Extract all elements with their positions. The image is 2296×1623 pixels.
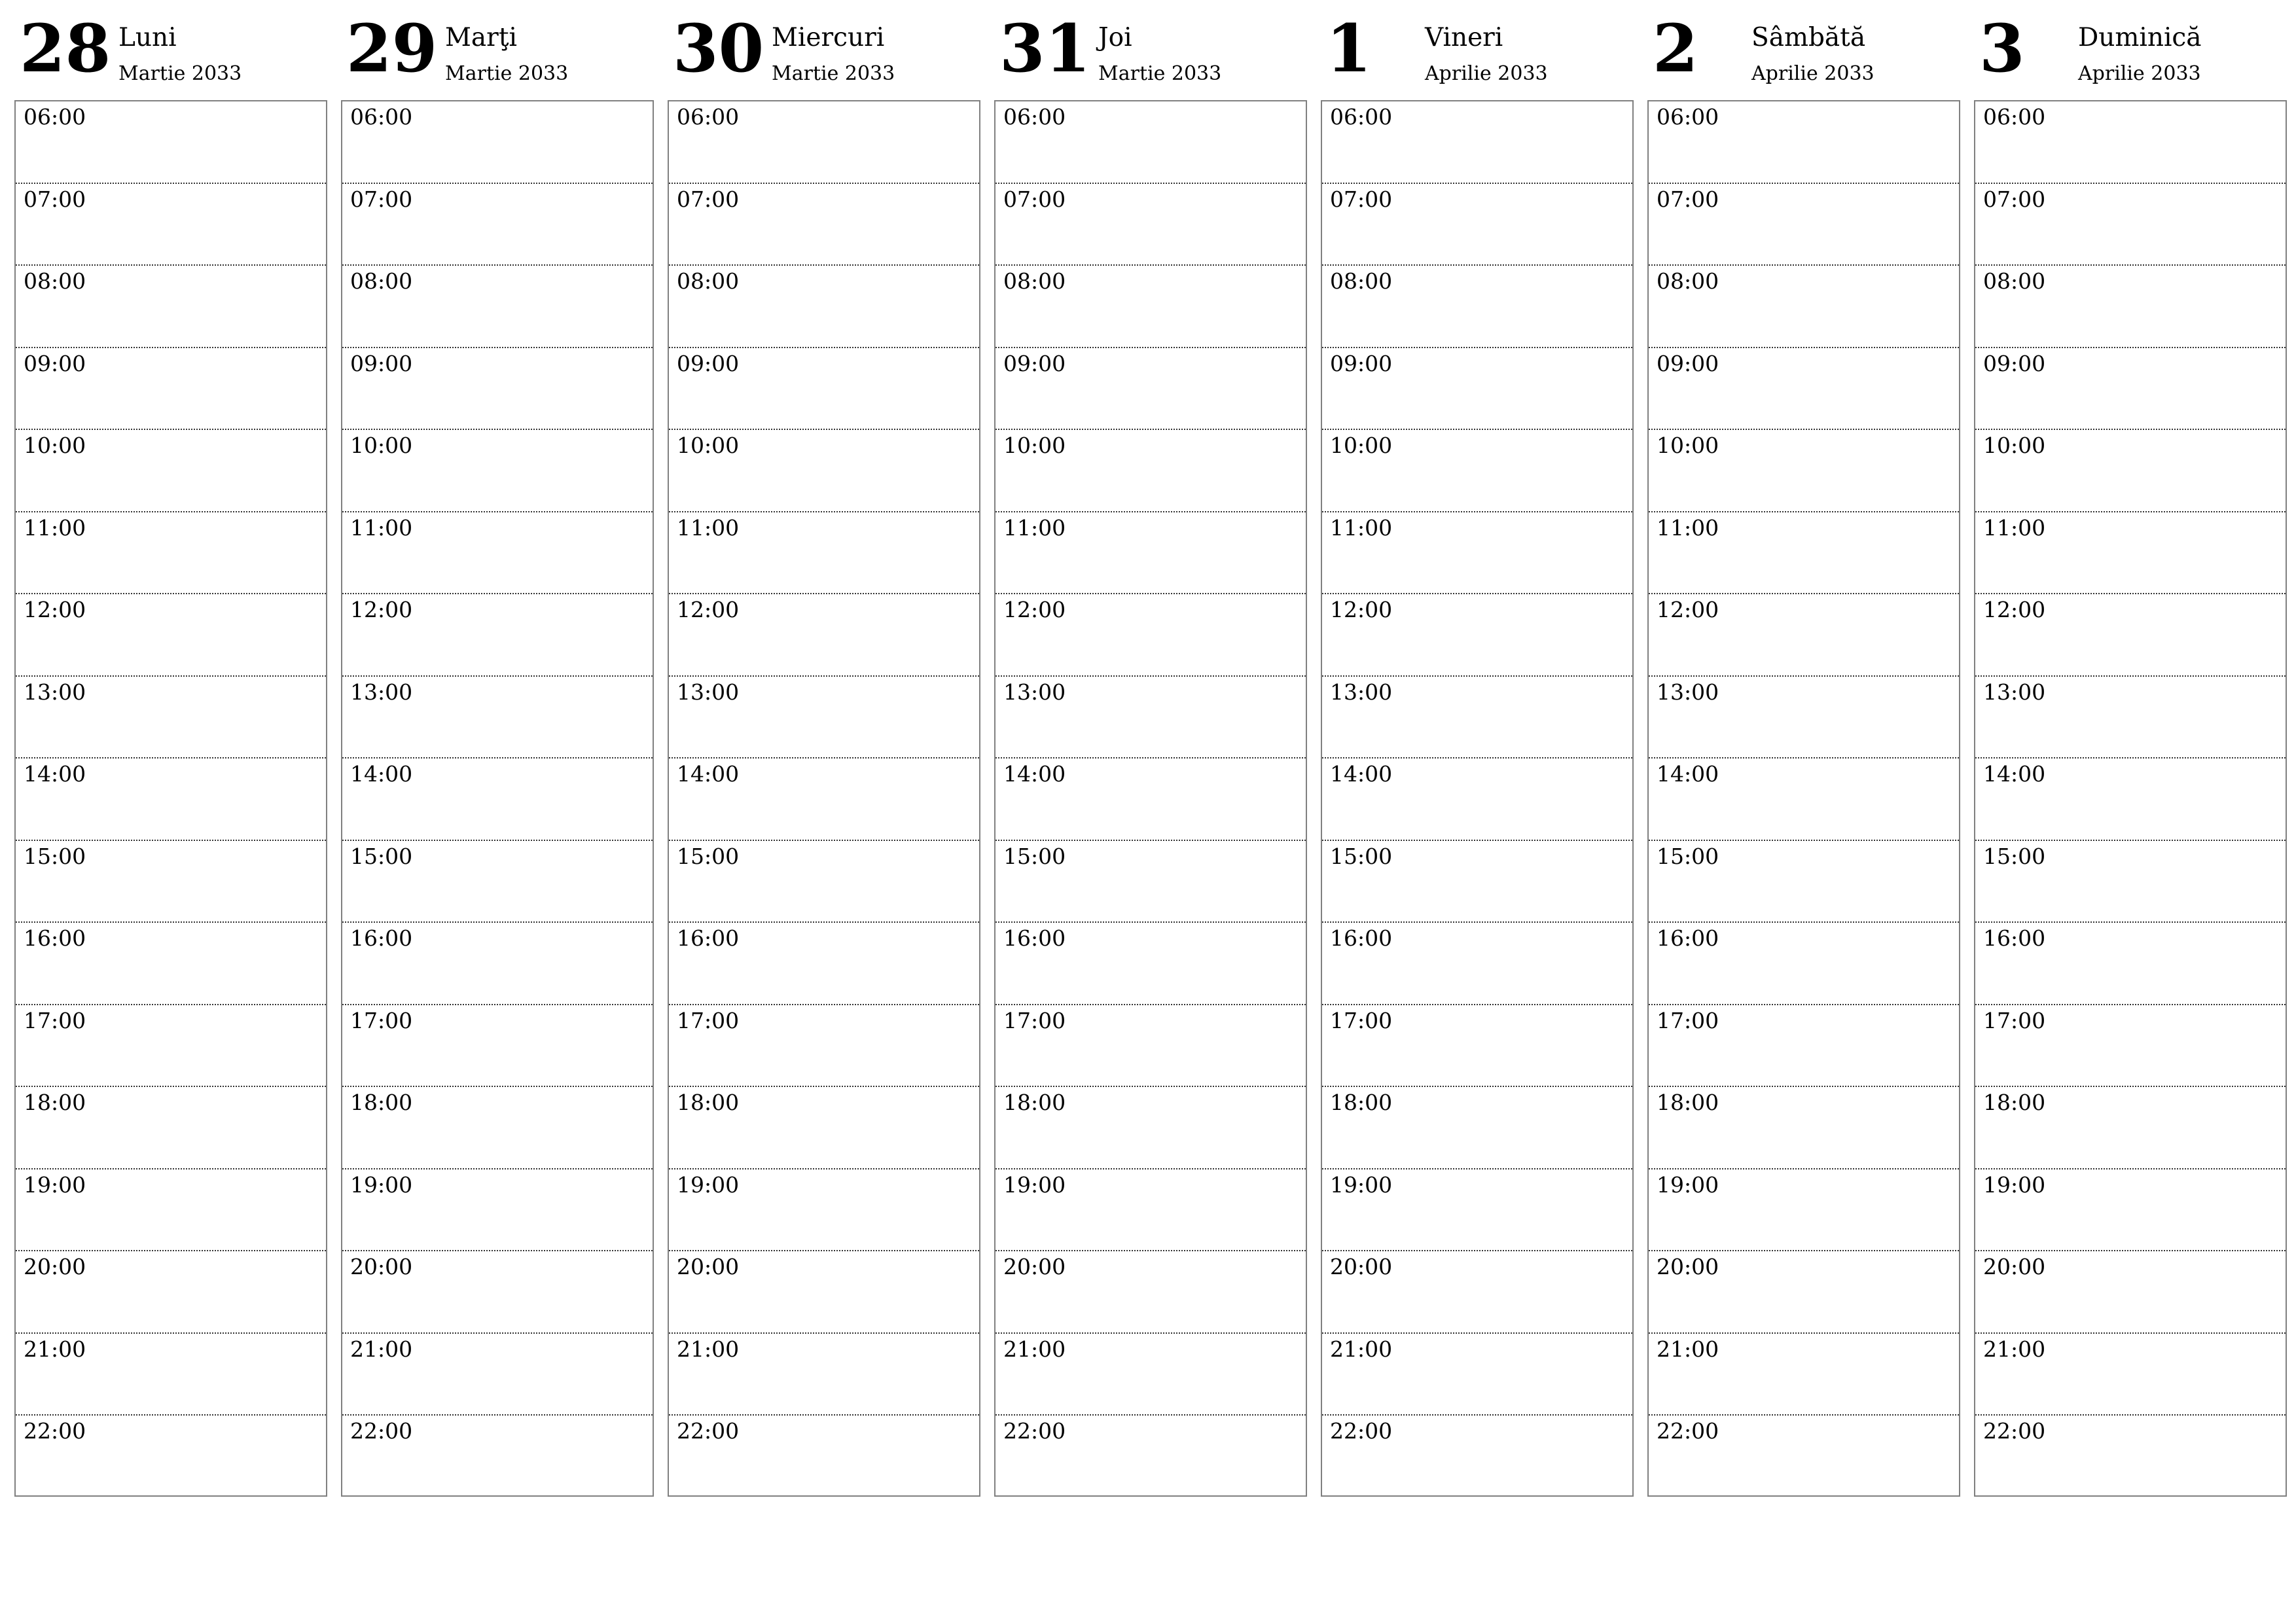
time-label: 19:00 <box>24 1171 86 1198</box>
time-slot[interactable] <box>1649 512 1959 595</box>
time-slot[interactable] <box>16 1334 326 1416</box>
time-label: 07:00 <box>24 186 86 212</box>
day-month: Martie 2033 <box>772 62 895 85</box>
time-label: 18:00 <box>1983 1090 2046 1115</box>
time-slot[interactable] <box>342 266 653 348</box>
time-slot[interactable] <box>1322 923 1632 1005</box>
day-header <box>1974 0 2287 99</box>
time-slot[interactable] <box>996 923 1306 1005</box>
time-label: 16:00 <box>1983 925 2046 951</box>
time-label: 21:00 <box>1657 1336 1719 1362</box>
time-label: 20:00 <box>1003 1254 1066 1279</box>
time-label: 08:00 <box>677 268 740 294</box>
time-slot[interactable] <box>342 184 653 266</box>
time-slot[interactable] <box>1649 430 1959 512</box>
time-slot[interactable] <box>1322 1087 1632 1169</box>
day-name: Sâmbătă <box>1751 23 1866 52</box>
time-slot[interactable] <box>996 1416 1306 1497</box>
time-slot[interactable] <box>1975 1169 2286 1252</box>
time-slot[interactable] <box>669 1334 979 1416</box>
day-month: Martie 2033 <box>445 62 569 85</box>
time-label: 06:00 <box>1003 104 1066 130</box>
time-slot[interactable] <box>342 594 653 677</box>
time-slot[interactable] <box>1975 1087 2286 1169</box>
time-slot[interactable] <box>1322 512 1632 595</box>
time-label: 14:00 <box>350 761 413 787</box>
time-slot[interactable] <box>669 677 979 759</box>
time-label: 16:00 <box>1003 925 1066 951</box>
time-slot[interactable] <box>1975 1416 2286 1497</box>
time-slot[interactable] <box>342 1087 653 1169</box>
time-label: 10:00 <box>1003 433 1066 458</box>
time-label: 08:00 <box>1003 268 1066 294</box>
hour-grid <box>1321 100 1634 1497</box>
day-header <box>341 0 654 99</box>
time-slot[interactable] <box>1649 348 1959 431</box>
day-name: Marţi <box>445 23 517 52</box>
time-slot[interactable] <box>16 677 326 759</box>
day-header <box>14 0 327 99</box>
time-label: 12:00 <box>677 597 740 622</box>
time-slot[interactable] <box>16 348 326 431</box>
time-slot[interactable] <box>1649 1416 1959 1497</box>
time-label: 06:00 <box>24 104 86 130</box>
time-label: 11:00 <box>677 514 740 541</box>
hour-grid <box>341 100 654 1497</box>
time-slot[interactable] <box>16 1005 326 1088</box>
time-label: 15:00 <box>1330 843 1393 869</box>
time-slot[interactable] <box>1322 266 1632 348</box>
time-slot[interactable] <box>669 841 979 923</box>
time-label: 17:00 <box>1983 1007 2046 1033</box>
day-number: 31 <box>999 10 1091 87</box>
time-slot[interactable] <box>1649 1251 1959 1334</box>
time-slot[interactable] <box>1975 841 2286 923</box>
time-label: 16:00 <box>1657 925 1719 951</box>
time-label: 11:00 <box>350 514 413 541</box>
time-label: 09:00 <box>1657 350 1719 376</box>
day-name: Miercuri <box>772 23 885 52</box>
time-label: 08:00 <box>350 268 413 294</box>
day-number: 3 <box>1979 10 2025 87</box>
time-label: 13:00 <box>1983 679 2046 705</box>
time-slot[interactable] <box>1649 923 1959 1005</box>
time-slot[interactable] <box>1975 594 2286 677</box>
time-slot[interactable] <box>669 348 979 431</box>
time-slot[interactable] <box>1649 841 1959 923</box>
time-label: 21:00 <box>677 1336 740 1362</box>
time-label: 12:00 <box>1983 597 2046 622</box>
time-slot[interactable] <box>996 348 1306 431</box>
day-month: Aprilie 2033 <box>2078 62 2201 85</box>
time-label: 22:00 <box>1003 1418 1066 1444</box>
hour-grid <box>1974 100 2287 1497</box>
time-slot[interactable] <box>1322 348 1632 431</box>
time-slot[interactable] <box>996 101 1306 184</box>
time-slot[interactable] <box>16 1169 326 1252</box>
time-slot[interactable] <box>1322 758 1632 841</box>
time-slot[interactable] <box>16 1087 326 1169</box>
time-label: 15:00 <box>1003 843 1066 869</box>
time-slot[interactable] <box>1322 841 1632 923</box>
time-slot[interactable] <box>1649 101 1959 184</box>
time-label: 21:00 <box>350 1336 413 1362</box>
time-slot[interactable] <box>16 1251 326 1334</box>
time-label: 18:00 <box>1657 1090 1719 1115</box>
time-label: 22:00 <box>350 1418 413 1444</box>
time-slot[interactable] <box>16 758 326 841</box>
day-number: 30 <box>673 10 764 87</box>
time-label: 15:00 <box>24 843 86 869</box>
time-label: 17:00 <box>1003 1007 1066 1033</box>
day-name: Luni <box>118 23 177 52</box>
time-label: 09:00 <box>1003 350 1066 376</box>
time-label: 07:00 <box>677 186 740 212</box>
time-slot[interactable] <box>669 512 979 595</box>
time-slot[interactable] <box>342 1169 653 1252</box>
time-slot[interactable] <box>16 101 326 184</box>
time-slot[interactable] <box>1322 594 1632 677</box>
day-month: Aprilie 2033 <box>1425 62 1548 85</box>
time-label: 07:00 <box>1330 186 1393 212</box>
day-column <box>341 0 654 1505</box>
time-slot[interactable] <box>669 1169 979 1252</box>
time-slot[interactable] <box>16 512 326 595</box>
time-label: 13:00 <box>350 679 413 705</box>
time-slot[interactable] <box>16 1416 326 1497</box>
time-slot[interactable] <box>16 923 326 1005</box>
time-label: 10:00 <box>24 433 86 458</box>
day-name: Joi <box>1098 23 1132 52</box>
time-slot[interactable] <box>996 184 1306 266</box>
time-slot[interactable] <box>1975 1334 2286 1416</box>
day-header <box>668 0 980 99</box>
day-header <box>1321 0 1634 99</box>
time-slot[interactable] <box>669 923 979 1005</box>
time-slot[interactable] <box>669 266 979 348</box>
time-label: 12:00 <box>350 597 413 622</box>
time-label: 19:00 <box>1330 1171 1393 1198</box>
time-label: 15:00 <box>1657 843 1719 869</box>
time-slot[interactable] <box>342 1334 653 1416</box>
time-label: 18:00 <box>1003 1090 1066 1115</box>
day-month: Aprilie 2033 <box>1751 62 1874 85</box>
time-slot[interactable] <box>16 266 326 348</box>
time-label: 15:00 <box>350 843 413 869</box>
time-label: 07:00 <box>350 186 413 212</box>
time-label: 09:00 <box>1330 350 1393 376</box>
time-label: 18:00 <box>24 1090 86 1115</box>
time-slot[interactable] <box>1322 677 1632 759</box>
time-slot[interactable] <box>1975 184 2286 266</box>
time-label: 06:00 <box>1983 104 2046 130</box>
day-number: 1 <box>1326 10 1372 87</box>
time-slot[interactable] <box>669 1251 979 1334</box>
time-label: 15:00 <box>1983 843 2046 869</box>
time-slot[interactable] <box>342 430 653 512</box>
time-label: 12:00 <box>24 597 86 622</box>
day-column <box>1321 0 1634 1505</box>
time-label: 14:00 <box>24 761 86 787</box>
time-label: 11:00 <box>1983 514 2046 541</box>
time-slot[interactable] <box>669 430 979 512</box>
day-number: 29 <box>346 10 438 87</box>
day-header <box>1647 0 1960 99</box>
time-label: 14:00 <box>1003 761 1066 787</box>
time-label: 18:00 <box>1330 1090 1393 1115</box>
hour-grid <box>668 100 980 1497</box>
time-slot[interactable] <box>342 1416 653 1497</box>
time-label: 17:00 <box>24 1007 86 1033</box>
time-label: 07:00 <box>1657 186 1719 212</box>
time-slot[interactable] <box>1322 430 1632 512</box>
hour-grid <box>1647 100 1960 1497</box>
time-slot[interactable] <box>16 841 326 923</box>
time-label: 14:00 <box>1983 761 2046 787</box>
time-slot[interactable] <box>342 1251 653 1334</box>
day-column <box>994 0 1307 1505</box>
time-label: 20:00 <box>677 1254 740 1279</box>
hour-grid <box>994 100 1307 1497</box>
weekly-planner <box>14 0 2292 1505</box>
time-slot[interactable] <box>669 1416 979 1497</box>
time-slot[interactable] <box>996 1334 1306 1416</box>
time-slot[interactable] <box>1322 1251 1632 1334</box>
time-slot[interactable] <box>1975 677 2286 759</box>
time-slot[interactable] <box>1649 677 1959 759</box>
time-label: 17:00 <box>1657 1007 1719 1033</box>
time-slot[interactable] <box>669 1087 979 1169</box>
time-label: 17:00 <box>677 1007 740 1033</box>
time-slot[interactable] <box>1975 1005 2286 1088</box>
time-slot[interactable] <box>1975 430 2286 512</box>
time-label: 09:00 <box>677 350 740 376</box>
time-label: 22:00 <box>24 1418 86 1444</box>
time-slot[interactable] <box>1322 1416 1632 1497</box>
time-label: 22:00 <box>1983 1418 2046 1444</box>
time-slot[interactable] <box>1322 1005 1632 1088</box>
time-label: 08:00 <box>1657 268 1719 294</box>
time-label: 08:00 <box>24 268 86 294</box>
time-label: 11:00 <box>1003 514 1066 541</box>
time-slot[interactable] <box>1649 1005 1959 1088</box>
time-slot[interactable] <box>1649 1169 1959 1252</box>
time-slot[interactable] <box>669 1005 979 1088</box>
time-slot[interactable] <box>1322 101 1632 184</box>
time-slot[interactable] <box>1975 923 2286 1005</box>
time-label: 19:00 <box>1657 1171 1719 1198</box>
time-label: 10:00 <box>677 433 740 458</box>
time-label: 06:00 <box>677 104 740 130</box>
time-label: 13:00 <box>677 679 740 705</box>
time-slot[interactable] <box>996 430 1306 512</box>
time-label: 16:00 <box>24 925 86 951</box>
time-label: 22:00 <box>1330 1418 1393 1444</box>
time-label: 13:00 <box>1657 679 1719 705</box>
time-label: 14:00 <box>1657 761 1719 787</box>
time-slot[interactable] <box>669 101 979 184</box>
hour-grid <box>14 100 327 1497</box>
time-label: 14:00 <box>677 761 740 787</box>
time-slot[interactable] <box>669 594 979 677</box>
time-slot[interactable] <box>1322 1334 1632 1416</box>
time-label: 06:00 <box>350 104 413 130</box>
time-slot[interactable] <box>16 184 326 266</box>
time-slot[interactable] <box>1975 101 2286 184</box>
time-label: 20:00 <box>24 1254 86 1279</box>
time-slot[interactable] <box>1975 266 2286 348</box>
time-label: 19:00 <box>1983 1171 2046 1198</box>
day-column <box>668 0 980 1505</box>
time-slot[interactable] <box>996 1087 1306 1169</box>
time-label: 17:00 <box>1330 1007 1393 1033</box>
time-label: 11:00 <box>1657 514 1719 541</box>
time-label: 09:00 <box>350 350 413 376</box>
time-label: 13:00 <box>1003 679 1066 705</box>
time-label: 16:00 <box>1330 925 1393 951</box>
time-slot[interactable] <box>1649 1334 1959 1416</box>
time-label: 19:00 <box>350 1171 413 1198</box>
time-label: 21:00 <box>24 1336 86 1362</box>
time-label: 14:00 <box>1330 761 1393 787</box>
time-label: 21:00 <box>1003 1336 1066 1362</box>
time-label: 10:00 <box>350 433 413 458</box>
time-slot[interactable] <box>996 266 1306 348</box>
time-slot[interactable] <box>342 923 653 1005</box>
time-label: 13:00 <box>1330 679 1393 705</box>
time-slot[interactable] <box>1975 512 2286 595</box>
day-column <box>1974 0 2287 1505</box>
time-label: 09:00 <box>24 350 86 376</box>
time-label: 10:00 <box>1330 433 1393 458</box>
time-slot[interactable] <box>342 512 653 595</box>
time-label: 16:00 <box>677 925 740 951</box>
time-slot[interactable] <box>669 184 979 266</box>
day-column <box>14 0 327 1505</box>
time-label: 19:00 <box>1003 1171 1066 1198</box>
time-label: 15:00 <box>677 843 740 869</box>
time-label: 10:00 <box>1657 433 1719 458</box>
day-name: Duminică <box>2078 23 2202 52</box>
time-slot[interactable] <box>1975 758 2286 841</box>
time-slot[interactable] <box>1649 594 1959 677</box>
time-slot[interactable] <box>1975 1251 2286 1334</box>
time-label: 17:00 <box>350 1007 413 1033</box>
time-slot[interactable] <box>1975 348 2286 431</box>
time-slot[interactable] <box>996 1251 1306 1334</box>
day-number: 2 <box>1653 10 1698 87</box>
time-slot[interactable] <box>669 758 979 841</box>
day-number: 28 <box>20 10 111 87</box>
time-slot[interactable] <box>996 594 1306 677</box>
time-label: 07:00 <box>1003 186 1066 212</box>
time-label: 18:00 <box>677 1090 740 1115</box>
time-label: 06:00 <box>1330 104 1393 130</box>
time-slot[interactable] <box>1649 758 1959 841</box>
time-label: 08:00 <box>1983 268 2046 294</box>
time-label: 19:00 <box>677 1171 740 1198</box>
time-label: 07:00 <box>1983 186 2046 212</box>
time-label: 16:00 <box>350 925 413 951</box>
time-label: 20:00 <box>350 1254 413 1279</box>
day-header <box>994 0 1307 99</box>
time-slot[interactable] <box>996 758 1306 841</box>
time-slot[interactable] <box>16 430 326 512</box>
time-label: 20:00 <box>1657 1254 1719 1279</box>
time-label: 09:00 <box>1983 350 2046 376</box>
time-label: 12:00 <box>1003 597 1066 622</box>
time-slot[interactable] <box>16 594 326 677</box>
time-slot[interactable] <box>996 1169 1306 1252</box>
time-slot[interactable] <box>996 512 1306 595</box>
time-label: 13:00 <box>24 679 86 705</box>
time-slot[interactable] <box>1322 1169 1632 1252</box>
day-month: Martie 2033 <box>118 62 242 85</box>
day-column <box>1647 0 1960 1505</box>
time-slot[interactable] <box>996 1005 1306 1088</box>
time-slot[interactable] <box>342 348 653 431</box>
time-label: 11:00 <box>1330 514 1393 541</box>
time-slot[interactable] <box>342 677 653 759</box>
time-label: 18:00 <box>350 1090 413 1115</box>
time-label: 06:00 <box>1657 104 1719 130</box>
time-label: 11:00 <box>24 514 86 541</box>
time-slot[interactable] <box>996 677 1306 759</box>
time-slot[interactable] <box>1649 266 1959 348</box>
time-slot[interactable] <box>342 841 653 923</box>
time-label: 12:00 <box>1657 597 1719 622</box>
time-label: 20:00 <box>1330 1254 1393 1279</box>
time-label: 20:00 <box>1983 1254 2046 1279</box>
time-label: 10:00 <box>1983 433 2046 458</box>
time-label: 22:00 <box>1657 1418 1719 1444</box>
time-label: 21:00 <box>1983 1336 2046 1362</box>
time-slot[interactable] <box>342 1005 653 1088</box>
day-name: Vineri <box>1425 23 1503 52</box>
time-slot[interactable] <box>342 758 653 841</box>
time-slot[interactable] <box>1322 184 1632 266</box>
time-label: 12:00 <box>1330 597 1393 622</box>
time-slot[interactable] <box>342 101 653 184</box>
time-label: 08:00 <box>1330 268 1393 294</box>
time-slot[interactable] <box>1649 184 1959 266</box>
time-slot[interactable] <box>1649 1087 1959 1169</box>
time-slot[interactable] <box>996 841 1306 923</box>
day-month: Martie 2033 <box>1098 62 1222 85</box>
time-label: 22:00 <box>677 1418 740 1444</box>
time-label: 21:00 <box>1330 1336 1393 1362</box>
